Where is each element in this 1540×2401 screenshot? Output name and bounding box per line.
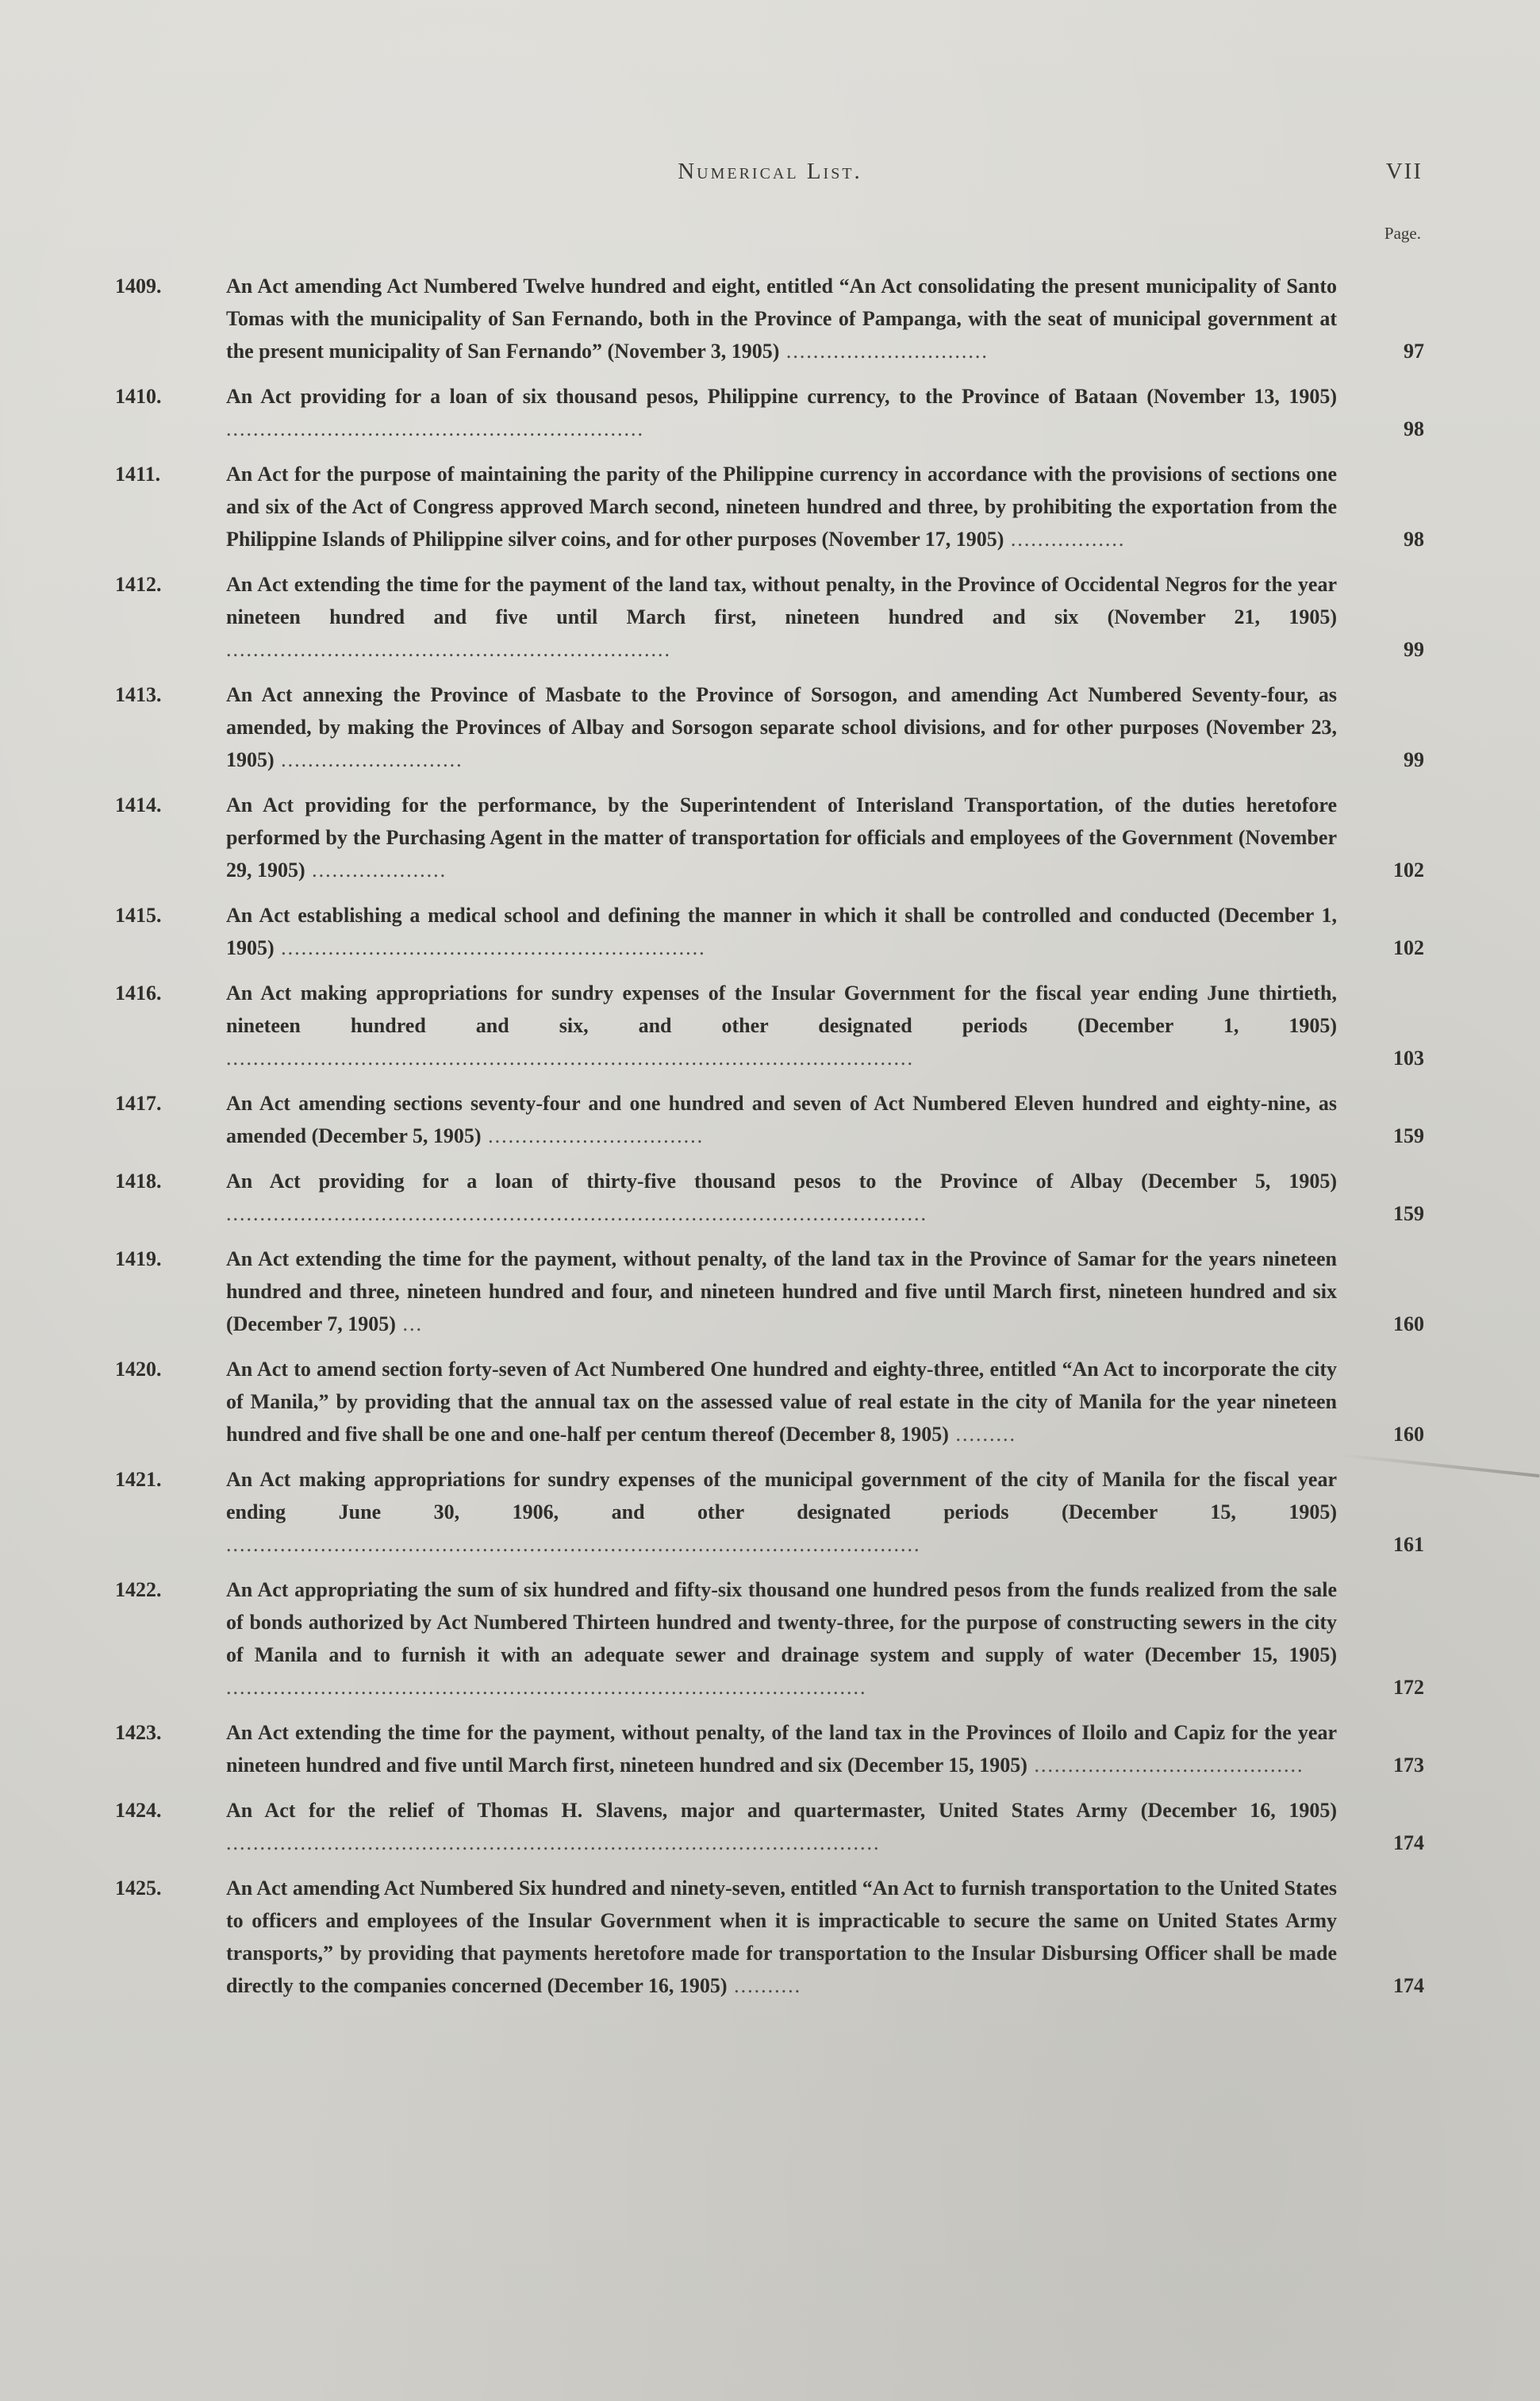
list-item	[115, 1165, 1424, 1230]
act-number: 1410.	[115, 385, 162, 408]
act-number: 1423.	[115, 1721, 162, 1744]
leader-dots: .................	[1004, 528, 1126, 551]
act-title: An Act for the purpose of maintaining the parity of the Philippine currency in accordance with the provisions of sections one and six of the Act of Congress approved March second, nineteen hundred and three, by prohibiting the exportation from the Philippine Islands of Philippine silver coins, and for other purposes (November 17, 1905)	[226, 463, 1337, 551]
leader-dots: ....................	[305, 859, 447, 882]
act-title: An Act making appropriations for sundry expenses of the Insular Government for the fiscal year ending June thirtieth, nineteen hundred and six, and other designated periods (December 1, 1905)	[226, 982, 1337, 1037]
list-item	[115, 1872, 1424, 2002]
page-number: 103	[1393, 1047, 1424, 1070]
page-number: 174	[1393, 1974, 1424, 1997]
page-number: 173	[1393, 1754, 1424, 1777]
leader-dots: ................................	[481, 1124, 705, 1147]
list-item	[115, 977, 1424, 1074]
act-number: 1421.	[115, 1468, 162, 1491]
act-title: An Act amending sections seventy-four and one hundred and seven of Act Numbered Eleven hundred and eighty-nine, as amended (December 5, 1905)	[226, 1092, 1337, 1147]
page-header	[0, 159, 1540, 206]
list-item	[115, 1353, 1424, 1450]
act-number: 1420.	[115, 1358, 162, 1381]
list-item	[115, 678, 1424, 776]
leader-dots: .................................................................................................	[226, 1831, 881, 1854]
act-title: An Act to amend section forty-seven of Act Numbered One hundred and eighty-three, entitled “An Act to incorporate the city of Manila,” by providing that the annual tax on the assessed value of real estate in the city of Manila for the year nineteen hundred and five shall be one and one-half per centum thereof (December 8, 1905)	[226, 1358, 1337, 1446]
leader-dots: ........................................................................................................	[226, 1202, 927, 1225]
act-number: 1418.	[115, 1170, 162, 1193]
act-title: An Act extending the time for the payment of the land tax, without penalty, in the Province of Occidental Negros for the year nineteen hundred and five until March first, nineteen hundred and six (November 21, 1905)	[226, 573, 1337, 628]
act-number: 1417.	[115, 1092, 162, 1115]
leader-dots: ..............................	[779, 340, 989, 363]
list-item	[115, 568, 1424, 666]
leader-dots: ..................................................................	[226, 638, 671, 661]
act-title: An Act making appropriations for sundry expenses of the municipal government of the city of Manila for the fiscal year ending June 30, 1906, and other designated periods (December 15, 1905)	[226, 1468, 1337, 1523]
list-item	[115, 1573, 1424, 1704]
page-number: 99	[1404, 638, 1424, 661]
page-number: 102	[1393, 936, 1424, 959]
list-item	[115, 270, 1424, 367]
page-number: 161	[1393, 1533, 1424, 1556]
act-title: An Act extending the time for the payment, without penalty, of the land tax in the Provinces of Iloilo and Capiz for the year nineteen hundred and five until March first, nineteen hundred and six (December 15, 1905)	[226, 1721, 1337, 1777]
act-list	[115, 270, 1424, 2015]
act-title: An Act appropriating the sum of six hundred and fifty-six thousand one hundred pesos from the funds realized from the sale of bonds authorized by Act Numbered Thirteen hundred and twenty-three, for the purpose of constructing sewers in the city of Manila and to furnish it with an adequate sewer and drainage system and supply of water (December 15, 1905)	[226, 1578, 1337, 1666]
page-number: 174	[1393, 1831, 1424, 1854]
page-column-label: Page.	[1384, 224, 1421, 243]
page-number-roman: VII	[1385, 159, 1423, 184]
leader-dots: ..........	[727, 1974, 802, 1997]
act-title: An Act providing for a loan of six thousand pesos, Philippine currency, to the Province of Bataan (November 13, 1905)	[226, 385, 1337, 408]
leader-dots: .......................................................................................................	[226, 1533, 921, 1556]
act-number: 1416.	[115, 982, 162, 1005]
act-number: 1409.	[115, 275, 162, 298]
page-number: 99	[1404, 748, 1424, 771]
page-number: 98	[1404, 417, 1424, 440]
act-number: 1415.	[115, 904, 162, 927]
page-title: Numerical List.	[678, 159, 862, 184]
act-title: An Act amending Act Numbered Twelve hundred and eight, entitled “An Act consolidating the present municipality of Santo Tomas with the municipality of San Fernando, both in the Province of Pampanga, with the seat of municipal government at the present municipality of San Fernando” (November 3, 1905)	[226, 275, 1337, 363]
act-title: An Act extending the time for the payment, without penalty, of the land tax in the Province of Samar for the years nineteen hundred and three, nineteen hundred and four, and nineteen hundred and five until March first, nineteen hundred and six (December 7, 1905)	[226, 1247, 1337, 1335]
list-item	[115, 789, 1424, 886]
page-number: 159	[1393, 1202, 1424, 1225]
list-item	[115, 458, 1424, 555]
list-item	[115, 1243, 1424, 1340]
list-item	[115, 1794, 1424, 1859]
leader-dots: ...............................................................................................	[226, 1676, 867, 1699]
act-title: An Act establishing a medical school and defining the manner in which it shall be controlled and conducted (December 1, 1905)	[226, 904, 1337, 959]
act-number: 1411.	[115, 463, 161, 486]
page-number: 102	[1393, 859, 1424, 882]
list-item	[115, 380, 1424, 445]
act-number: 1414.	[115, 793, 162, 816]
act-title: An Act providing for the performance, by the Superintendent of Interisland Transportation, of the duties heretofore performed by the Purchasing Agent in the matter of transportation for officials and employees of the Government (November 29, 1905)	[226, 793, 1337, 882]
leader-dots: ........................................	[1027, 1754, 1304, 1777]
leader-dots: ...............................................................	[274, 936, 706, 959]
leader-dots: ......................................................................................................	[226, 1047, 914, 1070]
act-number: 1425.	[115, 1877, 162, 1900]
act-number: 1413.	[115, 683, 162, 706]
list-item	[115, 1087, 1424, 1152]
act-number: 1419.	[115, 1247, 162, 1270]
act-title: An Act annexing the Province of Masbate to the Province of Sorsogon, and amending Act Numbered Seventy-four, as amended, by making the Provinces of Albay and Sorsogon separate school divisions, and for other purposes (November 23, 1905)	[226, 683, 1337, 771]
act-title: An Act amending Act Numbered Six hundred and ninety-seven, entitled “An Act to furnish transportation to the United States to officers and employees of the Insular Government when it is impracticable to secure the same on United States Army transports,” by providing that payments heretofore made for transportation to the Insular Disbursing Officer shall be made directly to the companies concerned (December 16, 1905)	[226, 1877, 1337, 1997]
page-number: 97	[1404, 340, 1424, 363]
page-number: 160	[1393, 1423, 1424, 1446]
act-number: 1424.	[115, 1799, 162, 1822]
leader-dots: ..............................................................	[226, 417, 644, 440]
act-title: An Act providing for a loan of thirty-five thousand pesos to the Province of Albay (December 5, 1905)	[226, 1170, 1337, 1193]
act-number: 1412.	[115, 573, 162, 596]
leader-dots: .........	[948, 1423, 1016, 1446]
list-item	[115, 1463, 1424, 1561]
page-number: 172	[1393, 1676, 1424, 1699]
list-item	[115, 899, 1424, 964]
page-number: 160	[1393, 1312, 1424, 1335]
leader-dots: ...........................	[274, 748, 463, 771]
act-number: 1422.	[115, 1578, 162, 1601]
leader-dots: ...	[395, 1312, 423, 1335]
list-item	[115, 1716, 1424, 1781]
act-title: An Act for the relief of Thomas H. Slavens, major and quartermaster, United States Army (December 16, 1905)	[226, 1799, 1337, 1822]
page-number: 98	[1404, 528, 1424, 551]
page-number: 159	[1393, 1124, 1424, 1147]
